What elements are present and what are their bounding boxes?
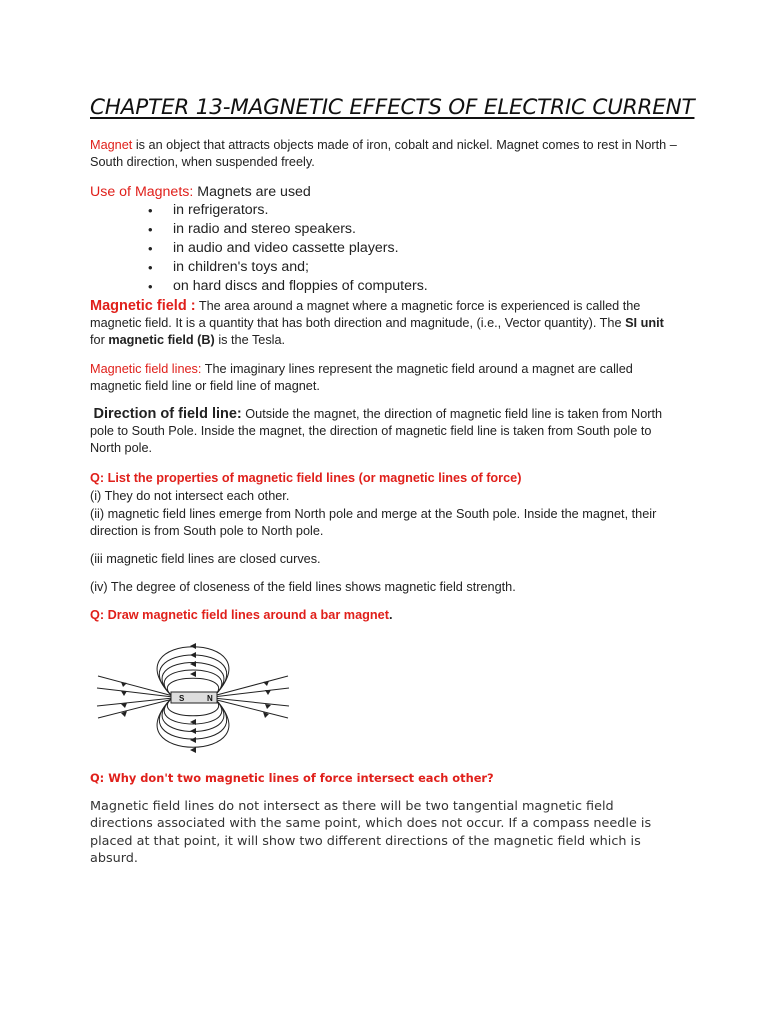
list-item: • in audio and video cassette players. [146,239,428,258]
south-pole-label: S [179,694,185,703]
list-item: • in children's toys and; [146,258,428,277]
q3-answer: Magnetic field lines do not intersect as there will be two tangential magnetic field directions associated with the same point, which does not occur. If a compass needle is placed at that point, it will show two different directions of the magnetic field which is absurd. [90,799,652,866]
direction-paragraph [90,406,680,457]
list-item: • on hard discs and floppies of computers. [146,277,428,296]
north-pole-label: N [207,694,213,703]
magnet-paragraph [90,137,680,171]
magnet-term: Magnet [90,138,133,152]
direction-term: Direction of field line: [93,406,242,422]
uses-heading-line [90,183,311,202]
uses-list [146,201,428,296]
q1-property-2: (ii) magnetic field lines emerge from North pole and merge at the South pole. Inside the magnet, their direction is from South pole to North pole. [90,507,657,538]
uses-intro: Magnets are used [193,184,311,200]
chapter-title: CHAPTER 13-MAGNETIC EFFECTS OF ELECTRIC CURRENT [90,95,695,120]
bar-magnet-field-diagram [93,636,293,760]
q1-property-1: (i) They do not intersect each other. [90,489,290,503]
q2-question [90,607,680,624]
uses-heading: Use of Magnets: [90,184,194,200]
magnet-text: is an object that attracts objects made of iron, cobalt and nickel. Magnet comes to rest in North – South direction, when suspended freely. [90,138,677,169]
magnetic-field-text-2: for [90,333,109,347]
magnetic-field-text: The area around a magnet where a magnetic force is experienced is called the magnetic field. It is a quantity that has both direction and magnitude, (i.e., Vector quantity). The [90,299,641,330]
si-unit-term: SI unit [625,316,664,330]
list-item: • in refrigerators. [146,201,428,220]
field-lines-text: The imaginary lines represent the magnetic field around a magnet are called magnetic field line or field line of magnet. [90,362,633,393]
direction-text: Outside the magnet, the direction of magnetic field line is taken from North pole to South Pole. Inside the magnet, the direction of magnetic field line is taken from South pole to North pole. [90,407,663,455]
field-lines-term: Magnetic field lines: [90,362,202,376]
q2-question-text: Q: Draw magnetic field lines around a bar magnet [90,608,389,622]
q1-property-3: (iii magnetic field lines are closed curves. [90,552,321,566]
magnetic-field-text-3: is the Tesla. [214,333,286,347]
magnetic-field-b-term: magnetic field (B) [108,333,215,347]
q3-question: Q: Why don't two magnetic lines of force intersect each other? [90,771,494,785]
q2-question-dot: . [388,608,393,622]
q1-question: Q: List the properties of magnetic field lines (or magnetic lines of force) [90,471,522,485]
magnetic-field-paragraph [90,298,680,349]
q1-property-4: (iv) The degree of closeness of the field lines shows magnetic field strength. [90,580,516,594]
field-lines-paragraph [90,361,680,395]
list-item: • in radio and stereo speakers. [146,220,428,239]
magnetic-field-term: Magnetic field : [90,298,196,314]
